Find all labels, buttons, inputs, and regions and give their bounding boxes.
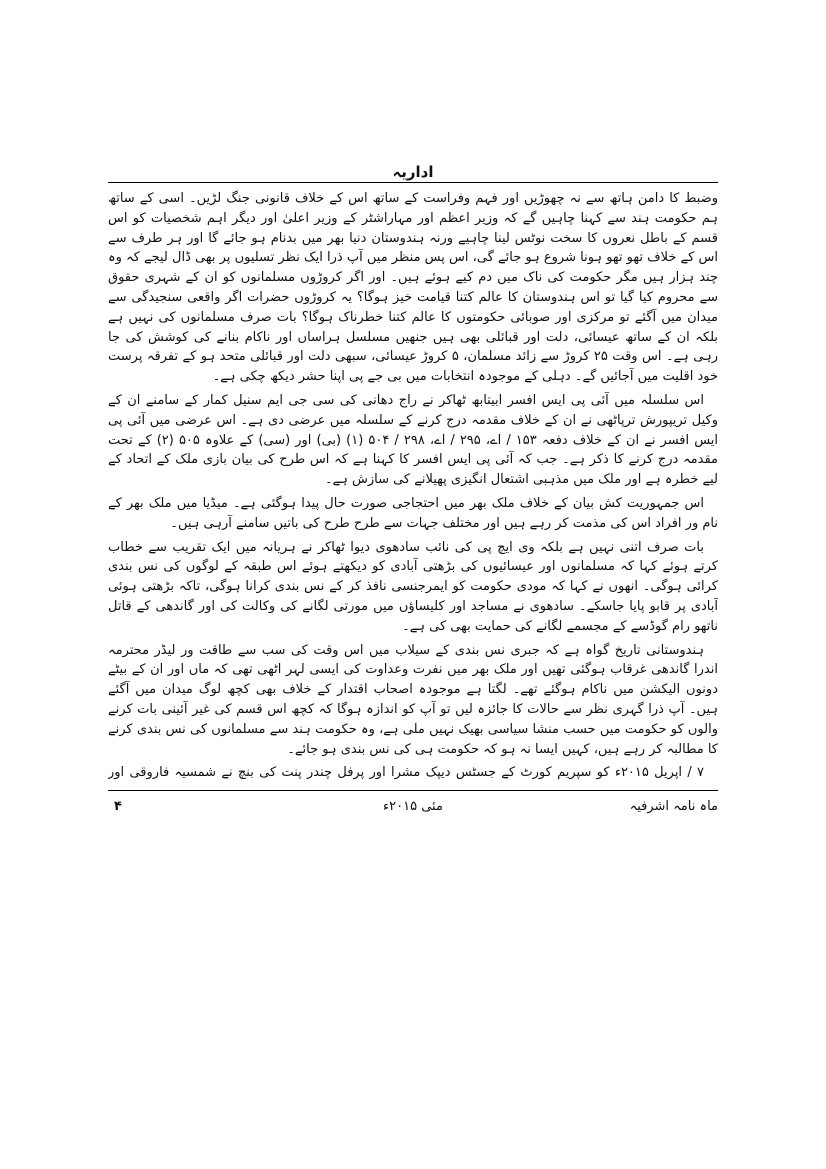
paragraph: وضبط کا دامن ہاتھ سے نہ چھوڑیں اور فہم وفراست کے ساتھ اس کے خلاف قانونی جنگ لڑیں۔ اسی کے ساتھ ہم حکومت ہند سے کہنا چاہیں گے کہ وزیر اعظم اور مہاراشٹر کے وزیر اعلیٰ اور دیگر اہم شخصیات کو اس قسم کے باطل نعروں کا سخت نوٹس لینا چاہیے ورنہ ہندوستان دنیا بھر میں بدنام ہو جائے گا اور ہر طرف سے اس کے خلاف تھو تھو ہونا شروع ہو جائے گی، اس پس منظر میں آپ ذرا ایک نظر تسلیوں پر بھی ڈال لیجے کہ وہ چند ہزار ہیں مگر حکومت کی ناک میں دم کیے ہوئے ہیں۔ اور اگر کروڑوں مسلمانوں کو ان کے شہری حقوق سے محروم کیا گیا تو اس ہندوستان کا عالم کتنا قیامت خیز ہوگا؟ یہ کروڑوں حضرات اگر واقعی سنجیدگی سے میدان میں آگئے تو مرکزی اور صوبائی حکومتوں کا عالم کتنا خطرناک ہوگا؟ بات صرف مسلمانوں کی نہیں ہے بلکہ ان کے ساتھ عیسائی، دلت اور قبائلی بھی ہیں جنھیں مسلسل ہراساں اور ناکام بنانے کی کوشش کی جا رہی ہے۔ اس وقت ۲۵ کروڑ سے زائد مسلمان، ۵ کروڑ عیسائی، سبھی دلت اور قبائلی متحد ہو کے تفرقہ پرست خود اقلیت میں آجائیں گے۔ دہلی کے موجودہ انتخابات میں بی جے پی اپنا حشر دیکھ چکی ہے۔ [108,191,718,385]
editorial-body [108,189,718,781]
page-footer [108,797,718,821]
page-heading: اداریہ [392,163,434,181]
footer-rule [108,790,718,791]
page-number: ۴ [114,799,122,814]
paragraph: اس جمہوریت کش بیان کے خلاف ملک بھر میں احتجاجی صورت حال پیدا ہوگئی ہے۔ میڈیا میں ملک بھر کے نام ور افراد اس کی مذمت کر رہے ہیں اور مختلف جہات سے طرح طرح کی باتیں سامنے آرہی ہیں۔ [108,495,718,531]
paragraph: اس سلسلہ میں آئی پی ایس افسر ابیتابھ ٹھاکر نے راج دھانی کی سی جی ایم سنیل کمار کے سامنے ان کے وکیل تریپورش ترپاٹھی نے ان کے خلاف مقدمہ درج کرنے کے سلسلہ میں عرضی دی ہے۔ اس عرضی میں آئی پی ایس افسر نے ان کے خلاف دفعہ ۱۵۳ / اے، ۲۹۵ / اے، ۲۹۸ / ۵۰۴ (۱) (بی) اور (سی) کے علاوہ ۵۰۵ (۲) کے تحت مقدمہ درج کرنے کا ذکر ہے۔ جب کہ آئی پی ایس افسر کا کہنا ہے کہ اس طرح کی بیان بازی ملک کے اتحاد کے لیے خطرہ ہے اور ملک میں مذہبی اشتعال انگیزی پھیلانے کی سازش ہے۔ [108,392,718,488]
header-rule [108,182,718,183]
issue-date: مئی ۲۰۱۵ء [383,799,443,814]
paragraph: ۷ / اپریل ۲۰۱۵ء کو سپریم کورٹ کے جسٹس دیپک مشرا اور پرفل چندر پنت کی بنچ نے شمسیہ فاروقی اور [108,765,704,781]
magazine-name: ماہ نامہ اشرفیہ [629,799,718,814]
paragraph: ہندوستانی تاریخ گواہ ہے کہ جبری نس بندی کے سیلاب میں اس وقت کی سب سے طاقت ور لیڈر محترمہ اندرا گاندھی غرقاب ہوگئی تھیں اور ملک بھر میں نفرت وعداوت کی ایسی لہر اٹھی تھی کہ ماں اور ان کے بیٹے دونوں الیکشن میں ناکام ہوگئے تھے۔ لگتا ہے موجودہ اصحاب اقتدار کے خلاف بھی کچھ لوگ میدان میں آگئے ہیں۔ آپ ذرا گہری نظر سے حالات کا جائزہ لیں تو آپ کو اندازہ ہوگا کہ کچھ اس قسم کی غیر آئینی بات کرنے والوں کو حکومت میں حسب منشا سیاسی بھیک نہیں ملی ہے، وہ حکومت ہند سے مسلمانوں کی نس بندی کرنے کا مطالبہ کر رہے ہیں، کہیں ایسا نہ ہو کہ حکومت ہی کی نس بندی ہو جائے۔ [108,642,718,757]
paragraph: بات صرف اتنی نہیں ہے بلکہ وی ایچ پی کی نائب سادھوی دیوا ٹھاکر نے ہریانہ میں ایک تقریب سے خطاب کرتے ہوئے کہا کہ مسلمانوں اور عیسائیوں کی بڑھتی آبادی کو دیکھتے ہوئے اس طبقہ کے لوگوں کی نس بندی کرائی ہوگی۔ انھوں نے کہا کہ مودی حکومت کو ایمرجنسی نافذ کر کے نس بندی کرانا ہوگی، تاکہ بڑھتی ہوئی آبادی پر قابو پایا جاسکے۔ سادھوی نے مساجد اور کلیساؤں میں مورتی لگانے کی وکالت کی اور گاندھی کے قاتل ناتھو رام گوڈسے کے مجسمے لگانے کی حمایت بھی کی ہے۔ [108,539,718,634]
